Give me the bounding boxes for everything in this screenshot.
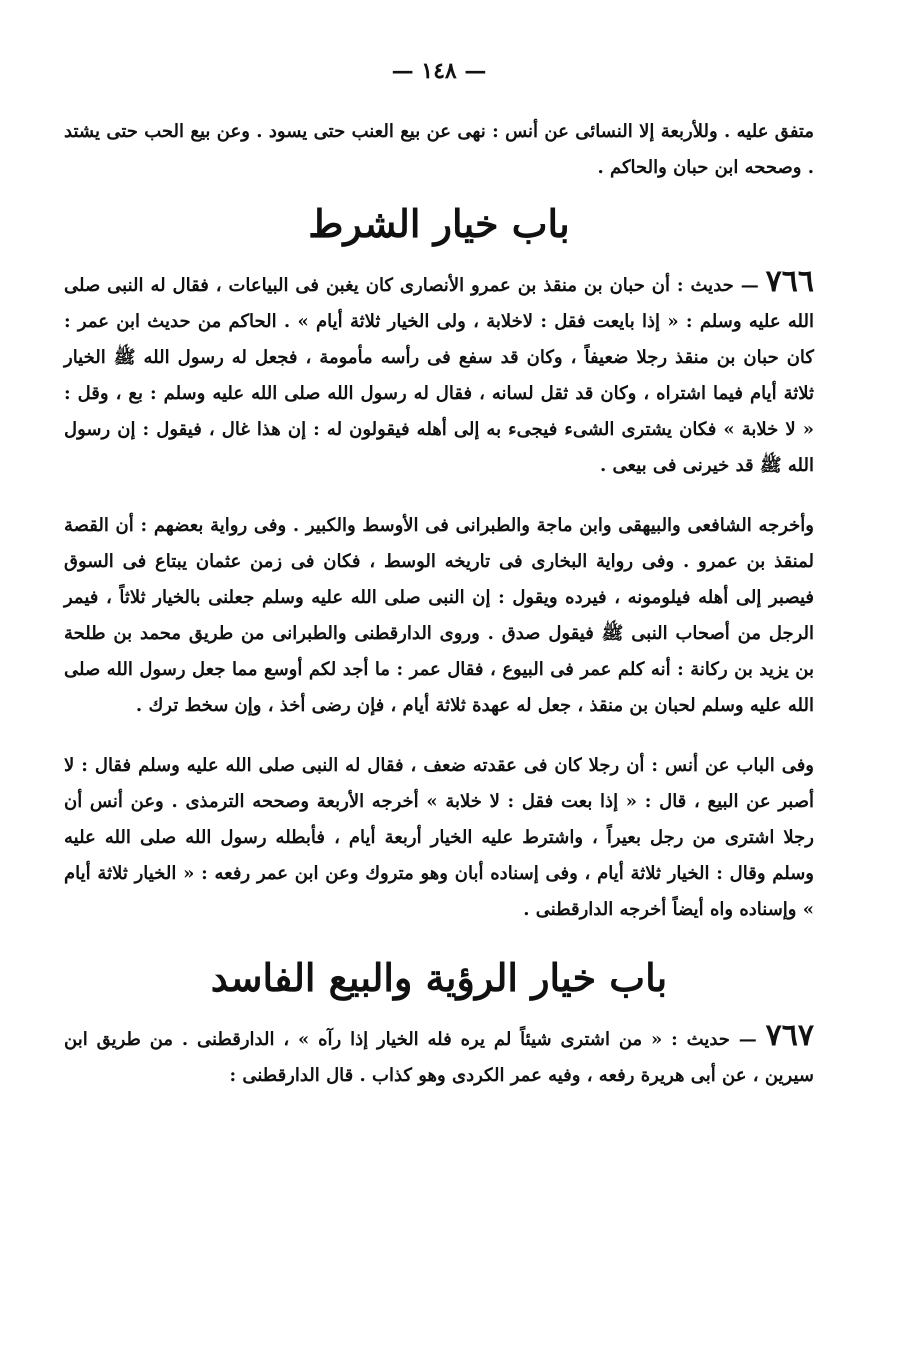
document-page: [64, 58, 814, 1118]
hadith-766-paragraph: [64, 264, 814, 484]
page-number: — ١٤٨ —: [391, 58, 487, 84]
hadith-767-text: — حديث : « من اشترى شيئاً لم يره فله الخيار إذا رآه » ، الدارقطنى . من طريق ابن سيرين ، عن أبى هريرة رفعه ، وفيه عمر الكردى وهو كذاب . قال الدارقطنى :: [64, 1029, 814, 1086]
commentary-paragraph-2: وأخرجه الشافعى والبيهقى وابن ماجة والطبرانى فى الأوسط والكبير . وفى رواية بعضهم : أن القصة لمنقذ بن عمرو . وفى رواية البخارى فى تاريخه الوسط ، فكان فى زمن عثمان يبتاع فى السوق فيصبر إلى أهله فيلومونه ، فيرده ويقول : إن النبى صلى الله عليه وسلم جعلنى بالخيار ثلاثاً ، فيمر الرجل من أصحاب النبى ﷺ فيقول صدق . وروى الدارقطنى والطبرانى من طريق محمد بن طلحة بن يزيد بن ركانة : أنه كلم عمر فى البيوع ، فقال عمر : ما أجد لكم أوسع مما جعل رسول الله صلى الله عليه وسلم لحبان بن منقذ ، جعل له عهدة ثلاثة أيام ، فإن رضى أخذ ، وإن سخط ترك .: [64, 515, 814, 716]
chapter-heading-1: باب خيار الشرط: [308, 201, 570, 246]
hadith-766-text: — حديث : أن حبان بن منقذ بن عمرو الأنصارى كان يغبن فى البياعات ، فقال له النبى صلى الله عليه وسلم : « إذا بايعت فقل : لاخلابة ، ولى الخيار ثلاثة أيام » . الحاكم من حديث ابن عمر : كان حبان بن منقذ رجلا ضعيفاً ، وكان قد سفع فى رأسه مأمومة ، فجعل له رسول الله ﷺ الخيار ثلاثة أيام فيما اشتراه ، وكان قد ثقل لسانه ، فقال له رسول الله صلى الله عليه وسلم : بع ، وقل : « لا خلابة » فكان يشترى الشىء فيجىء به إلى أهله فيقولون له : إن هذا غال ، فيقول : إن رسول الله ﷺ قد خيرنى فى بيعى .: [64, 275, 814, 476]
hadith-767-number: ٧٦٧: [765, 1018, 814, 1053]
hadith-766-number: ٧٦٦: [765, 264, 814, 299]
hadith-767-paragraph: [64, 1018, 814, 1094]
chapter-heading-2: باب خيار الرؤية والبيع الفاسد: [210, 955, 668, 1000]
commentary-paragraph-3: وفى الباب عن أنس : أن رجلا كان فى عقدته ضعف ، فقال له النبى صلى الله عليه وسلم فقال : لا أصبر عن البيع ، قال : « إذا بعت فقل : لا خلابة » أخرجه الأربعة وصححه الترمذى . وعن أنس أن رجلا اشترى من رجل بعيراً ، واشترط عليه الخيار أربعة أيام ، فأبطله رسول الله صلى الله عليه وسلم وقال : الخيار ثلاثة أيام ، وفى إسناده أبان وهو متروك وعن ابن عمر رفعه : « الخيار ثلاثة أيام » وإسناده واه أيضاً أخرجه الدارقطنى .: [64, 755, 814, 920]
intro-paragraph: متفق عليه . وللأربعة إلا النسائى عن أنس : نهى عن بيع العنب حتى يسود . وعن بيع الحب حتى يشتد . وصححه ابن حبان والحاكم .: [64, 121, 814, 178]
